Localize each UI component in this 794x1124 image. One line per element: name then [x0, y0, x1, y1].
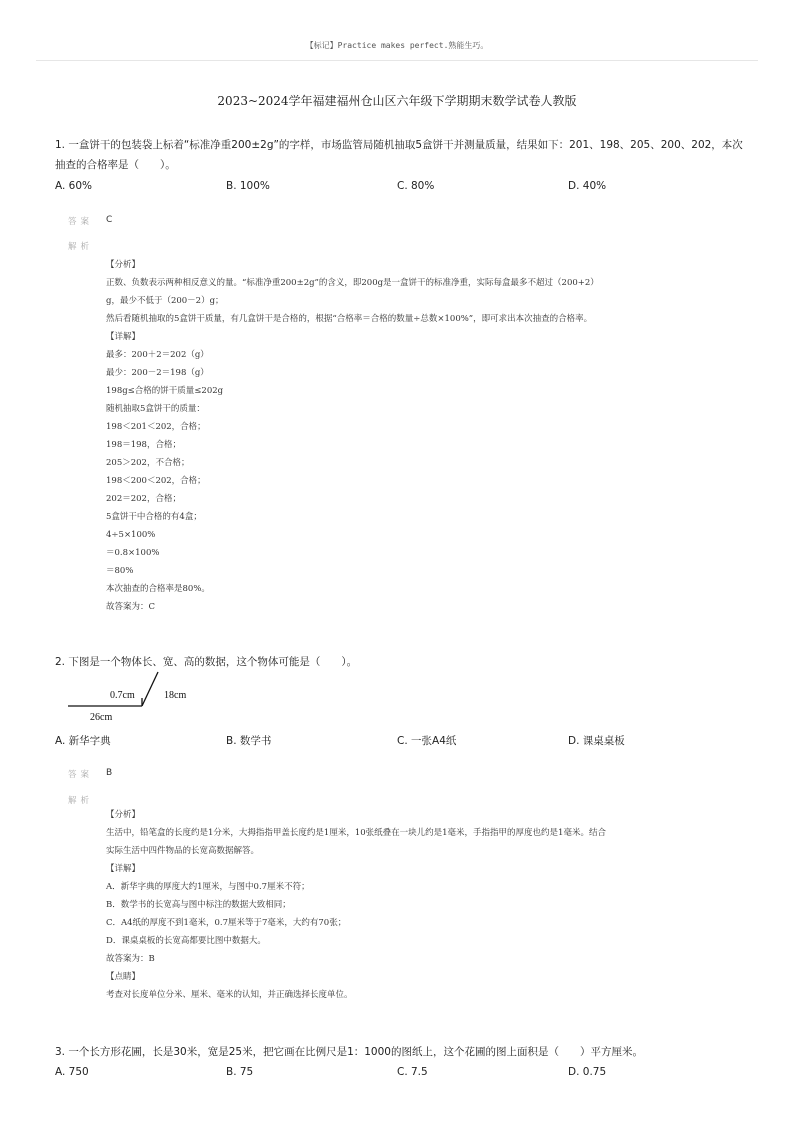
analysis-line: 【分析】 — [106, 260, 141, 270]
analysis-line: 生活中，铅笔盒的长度约是1分米，大拇指指甲盖长度约是1厘米，10张纸叠在一块儿约是1毫米，手指指甲的厚度也约是1毫米。结合 — [106, 828, 606, 838]
q1-option-c[interactable]: C. 80% — [397, 180, 435, 192]
analysis-line: 198＜200＜202，合格； — [106, 476, 206, 486]
analysis-line: ＝80% — [106, 566, 134, 576]
figure-height-label: 0.7cm — [110, 690, 135, 701]
analysis-line: 实际生活中四件物品的长宽高数据解答。 — [106, 846, 260, 856]
analysis-line: 考查对长度单位分米、厘米、毫米的认知，并正确选择长度单位。 — [106, 990, 353, 1000]
analysis-line: A．新华字典的厚度大约1厘米，与图中0.7厘米不符； — [106, 882, 310, 892]
analysis-line: 正数、负数表示两种相反意义的量。“标准净重200±2g”的含义，即200g是一盒饼干的标准净重，实际每盒最多不超过（200+2） — [106, 278, 599, 288]
analysis-line: 最多：200＋2＝202（g） — [106, 350, 209, 360]
q2-dimension-figure — [60, 668, 210, 726]
q1-stem-line2: 抽查的合格率是（ ）。 — [55, 159, 176, 171]
q2-stem: 2. 下图是一个物体长、宽、高的数据，这个物体可能是（ ）。 — [55, 656, 358, 668]
q1-option-b[interactable]: B. 100% — [226, 180, 270, 192]
q2-answer-value: B — [106, 768, 113, 778]
q2-option-c[interactable]: C. 一张A4纸 — [397, 735, 457, 747]
analysis-line: 【详解】 — [106, 864, 141, 874]
q2-option-a[interactable]: A. 新华字典 — [55, 735, 111, 747]
analysis-line: 随机抽取5盒饼干的质量： — [106, 404, 205, 414]
analysis-line: C．A4纸的厚度不到1毫米，0.7厘米等于7毫米，大约有70张； — [106, 918, 347, 928]
analysis-line: 故答案为：B — [106, 954, 155, 964]
q3-option-b[interactable]: B. 75 — [226, 1066, 254, 1078]
q1-answer-value: C — [106, 215, 113, 225]
analysis-line: ＝0.8×100% — [106, 548, 160, 558]
q3-stem: 3. 一个长方形花圃，长是30米，宽是25米，把它画在比例尺是1：1000的图纸上，这个花圃的图上面积是（ ）平方厘米。 — [55, 1046, 643, 1058]
q2-option-b[interactable]: B. 数学书 — [226, 735, 272, 747]
analysis-line: 【分析】 — [106, 810, 141, 820]
q1-analysis — [106, 256, 726, 616]
q2-analysis — [106, 806, 726, 1004]
analysis-line: 198＜201＜202，合格； — [106, 422, 206, 432]
document-title: 2023~2024学年福建福州仓山区六年级下学期期末数学试卷人教版 — [217, 94, 577, 108]
q1-answer-label: 答案 — [68, 217, 94, 227]
header-divider — [36, 60, 758, 61]
q3-option-d[interactable]: D. 0.75 — [568, 1066, 607, 1078]
q1-option-a[interactable]: A. 60% — [55, 180, 93, 192]
analysis-line: 故答案为：C — [106, 602, 156, 612]
analysis-line: 【点睛】 — [106, 972, 141, 982]
figure-length-label: 26cm — [90, 712, 113, 723]
q1-option-d[interactable]: D. 40% — [568, 180, 607, 192]
q3-option-a[interactable]: A. 750 — [55, 1066, 89, 1078]
q2-analysis-label: 解析 — [68, 796, 94, 806]
analysis-line: 【详解】 — [106, 332, 141, 342]
analysis-line: D．课桌桌板的长宽高都要比图中数据大。 — [106, 936, 266, 946]
analysis-line: 最少：200－2＝198（g） — [106, 368, 209, 378]
analysis-line: B．数学书的长宽高与图中标注的数据大致相同； — [106, 900, 291, 910]
header-note: 【标记】Practice makes perfect.熟能生巧。 — [305, 41, 489, 50]
analysis-line: 然后看随机抽取的5盒饼干质量，有几盒饼干是合格的，根据“合格率＝合格的数量÷总数×100%”，即可求出本次抽查的合格率。 — [106, 314, 593, 324]
q2-answer-label: 答案 — [68, 770, 94, 780]
q1-analysis-label: 解析 — [68, 242, 94, 252]
analysis-line: 198＝198，合格； — [106, 440, 181, 450]
q2-option-d[interactable]: D. 课桌桌板 — [568, 735, 625, 747]
analysis-line: 5盒饼干中合格的有4盒； — [106, 512, 202, 522]
analysis-line: 202＝202，合格； — [106, 494, 181, 504]
analysis-line: 205＞202，不合格； — [106, 458, 190, 468]
analysis-line: 4÷5×100% — [106, 530, 156, 540]
analysis-line: 本次抽查的合格率是80%。 — [106, 584, 210, 594]
q1-stem-line1: 1. 一盒饼干的包装袋上标着“标准净重200±2g”的字样，市场监管局随机抽取5盒饼干并测量质量，结果如下：201、198、205、200、202，本次 — [55, 139, 743, 151]
analysis-line: g，最少不低于（200－2）g； — [106, 296, 224, 306]
q3-option-c[interactable]: C. 7.5 — [397, 1066, 428, 1078]
analysis-line: 198g≤合格的饼干质量≤202g — [106, 386, 224, 396]
figure-width-label: 18cm — [164, 690, 187, 701]
